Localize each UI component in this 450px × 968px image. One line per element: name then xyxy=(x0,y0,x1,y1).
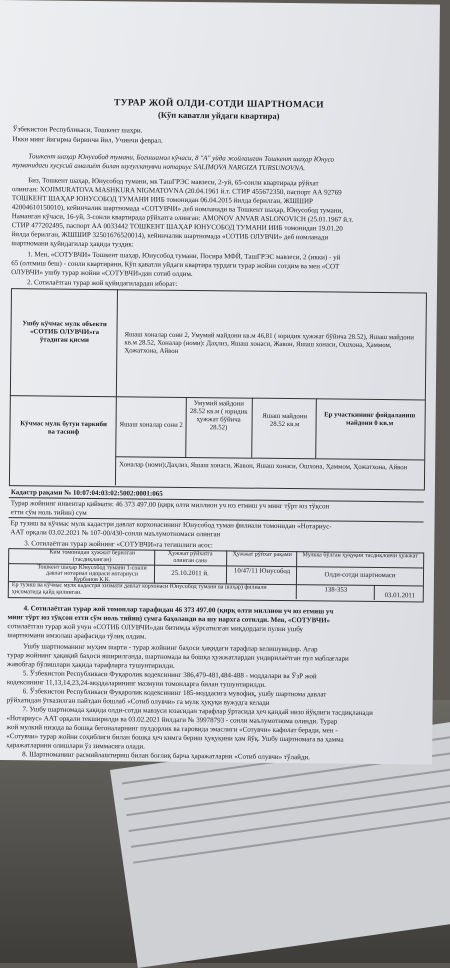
notary-line: Тошкент шаҳар Юнусобод тумани, Богишамол кўчаси, 8 "А" уйда жойлашган Тошкент шаҳар Юнусо xyxy=(28,152,335,164)
clause-7: жой мулкий низода ва бошқа бегоналарнинг пулдорлик ва гаровида эмаслиги «Сотувчи» кафолат беради, мен - xyxy=(6,723,338,735)
col-right-doc: Мулкка бўлган ҳуқуқни тасдиқловчи ҳужжат xyxy=(302,552,418,560)
clause-4: шартномани имзолаш арафасида тўлиқ олдим. xyxy=(7,631,147,641)
col-issuer: Ким томонидан ҳужжат берилган (тасдиқланган) xyxy=(49,549,136,563)
land-area: Ер участкининг фойдаланиш майдони 0 кв.м xyxy=(324,411,416,428)
clause-7: ҳаражатларини олишлари ўз зиммасига олади. xyxy=(6,741,145,751)
clause-7: 7. Ушбу шартномада ҳақида олди-сотди мавзуси юзасидан тарафлар ўртасида ҳеч қандай низо йўқлиги тасдиқланади xyxy=(22,705,373,717)
intro-line: Биз, Тошкент шаҳар, Юнусобод тумани, мк ТашГРЭС мавзеси, 2-уй, 65-сонли квартирада рўйхат xyxy=(28,176,319,188)
rooms-names: Хоналар (номи):Даҳлиз, Яшаш хонаси, Жавон, Яшаш хонаси, Ошхона, Ҳаммом, Ҳожатхона, Айвон xyxy=(119,461,408,472)
notary-line: туманидаги хусусий амалиёт билан шуғулланувчи нотариус SALIMOVA NARGIZA TURSUNOVNA. xyxy=(12,161,306,173)
clause-4: минг тўрт юз тўқсон етти сўм ноль тийин) сумга баҳоланди ва шу нархга сотилди. Мен, «СОТУВЧИ» xyxy=(7,613,331,625)
date: Икки минг йигирма биринчи йил, Учинчи феврал. xyxy=(12,135,163,145)
clause-7: «Сотувчи» турар жойни соҳиблиги билан бошқа ҳеч кимга бериш ҳуқуқини ҳам йўқ. Ушбу шартномага ва ҳамма xyxy=(6,732,344,744)
intro-line: 42004610150010), кейинчалик шартномада «СОТУВЧИ» деб номланади ва Тошкент шаҳар, Юнусобод тумани, xyxy=(11,203,344,215)
intro-line: йилда берилган, ЖШШИР 32501676520014), кейинчалик шартномада «СОТИБ ОЛУВЧИ» деб номланади xyxy=(11,230,329,242)
clause-1: ОЛУВЧИ» ушбу турар жойни «СОТУВЧИ»дан сотиб олдим. xyxy=(11,268,193,279)
clause-4-note: жавобгар бўлишлари ҳақида тарафларга тушунтирилди. xyxy=(7,660,175,670)
place: Ўзбекистон Республикаси, Тошкент шаҳри. xyxy=(12,125,143,135)
inventory-value: Турар жойнинг инвентар қиймати: 46 373 497.00 (қирқ олти миллион уч юз етмиш уч минг тўрт юз тўқсон xyxy=(10,499,330,511)
intro-line: олинган: XOJIMURATOVA MASHKURA NIGMATOVNA (20.04.1961 й.т. СТИР 455672350, паспорт АА 92769 xyxy=(11,185,342,197)
col-reg-date: Ҳужжат рўйхатга олинган сана xyxy=(167,550,213,564)
clause-5: кодексининг 11,13,14,23,24-моддаларининг мазмуни томонларга билан тушунтирилди. xyxy=(6,678,266,689)
intro-line: Наманган кўчаси, 16-уй, 3-сонли квартирада рўйхатга олинган: AMONOV ANVAR ASLONOVICH (25.01.1967 й.т. xyxy=(11,212,354,224)
clause-1: 65 (олтмиш беш) - сонли квартирани, Кўп қаватли уйдаги квартира турдаги турар жойни сотдим ва мен «СОТ xyxy=(11,259,340,271)
clause-1: 1. Мен, «СОТУВЧИ» Тошкент шаҳар, Юнусобод тумани, Посира МФЙ, ТашГРЭС мавзеси, 2 (икки) - уй xyxy=(27,250,341,262)
property-table xyxy=(9,288,427,490)
inventory-value: етти сўм ноль тийин) сум xyxy=(10,508,87,517)
intro-line: шартномани қуйидагилар ҳақида туздик: xyxy=(11,239,134,249)
reg-number-cell: 10/47/11 Юнусобод xyxy=(233,567,291,576)
rooms-count: Яшаш хоналар сони 2 xyxy=(119,421,183,429)
clause-3: 3. Сотилаётган турар жойнинг «СОТУВЧИ»га тегишлиги асос: xyxy=(24,539,213,550)
clause-4-note: Ушбу шартноманинг муҳим шарти - турар жойнинг баҳоси ҳақидаги тарафлар келишувидир. Агар xyxy=(23,642,318,654)
issuer-cell: Тошкент шаҳар Юнусобод тумани 1-сонли давлат нотариал идораси нотариуси Курбанов К.К. xyxy=(37,564,147,584)
registry-date: 03.01.2011 xyxy=(384,592,415,600)
clause-6: 6. Ўзбекистон Республикаси Фуқаролик кодексининг 185-моддасига мувофиқ, ушбу шартнома давлат xyxy=(22,687,327,699)
living-rooms-summary: Яшаш хоналар сони 2, Умумий майдони кв.м 46,81 ( юридик ҳужжат бўйича 28.52), Яшаш майдони кв.м 28.52, Хоналар (номи): Даҳлиз, Яшаш хонаси, Жавон, Яшаш хонаси, Ошхона, Ҳаммом, Ҳожатхона, Айвон xyxy=(124,331,414,355)
object-label: Ушбу кўчмас мулк объекти «СОТИБ ОЛУВЧИ»га ўтадиган қисми xyxy=(22,320,107,344)
doc-title: ТУРАР ЖОЙ ОЛДИ-СОТДИ ШАРТНОМАСИ xyxy=(113,98,324,111)
clause-6: рўйхатидан ўтказилган пайтдан бошлаб «Сотиб олувчи» га мулк ҳуқуқи вужудга келади xyxy=(6,696,270,707)
composition-label: Кўчмас мулк бутун таркиби ва тасниф xyxy=(20,420,107,436)
clause-2: 2. Сотилаётган турар жой қуйидагилардан иборат: xyxy=(27,278,178,288)
intro-line: ТОШКЕНТ ШАҲАР ЮНУСОБОД ТУМАНИ ИИБ томонидан 06.04.2015 йилда берилган, ЖШШИР xyxy=(11,194,313,206)
clause-4: сотилаётган турар жой учун «СОТИБ ОЛУВЧИ»дан битимда кўрсатилган миқдордаги пулни ушбу xyxy=(7,622,304,634)
cadastre-certificate: ААТ орқали 03.02.2021 № 107-00/430-сонли маълумотномаси олинган xyxy=(10,528,221,539)
right-doc-cell: Олди-сотди шартномаси xyxy=(324,571,396,580)
col-reg-number: Ҳужжат рўйхат рақами xyxy=(232,551,292,559)
registration-note: Ер тузиш ва кўчмас мулк кадастри хизмати давлат корхонаси Юнусобод тумани ва шаҳар) филиали ҳисоматида қайд қилинган. xyxy=(11,582,267,596)
reg-date-cell: 25.10.2011 й. xyxy=(171,569,209,578)
cadastre-number: Кадастр рақами № 10:07:04:03:02:5002:0001:065 xyxy=(10,488,163,498)
registry-book: 138-353 xyxy=(324,586,348,594)
clause-7: «Нотариус» ААТ орқали текширилди ва 03.02.2021 йилдаги № 39978793 - сонли маълумотнома олинди. Турар xyxy=(6,714,338,726)
clause-4: 4. Сотилаётган турар жой томонлар тарафидан 46 373 497.00 (қирқ олти миллион уч юз етмиш уч xyxy=(23,604,334,616)
intro-line: СТИР 477202495, паспорт АА 0033442 ТОШКЕНТ ШАҲАР ЮНУСОБОД ТУМАНИ ИИБ томонидан 19.01.20 xyxy=(11,221,343,233)
clause-4-note: турар жойнинг ҳақиқий баҳоси яширилганда, шартномада ва бошқа ҳужжатлардан ундирилаётган пул маблағлари xyxy=(7,651,349,663)
doc-subtitle: (Кўп каватли уйдаги квартира) xyxy=(158,109,280,121)
clause-8: 8. Шартноманинг расмийлаштириш билан боғлиқ барча ҳаражатларни «Сотиб олувчи» тўлайди. xyxy=(22,750,310,762)
cadastre-certificate: Ер тузиш ва кўчмас мулк кадастри давлат корхонасининг Юнусобод туман филиали томонидан «Нотариус- xyxy=(10,519,332,531)
living-area: Яшаш майдони 28.52 кв.м xyxy=(262,412,308,429)
total-area: Умумий майдони 28.52 кв.м ( юридик ҳужжат бўйича 28.52) xyxy=(189,400,248,432)
clause-5: 5. Ўзбекистон Республикаси Фуқаролик кодексининг 386,479-481,484-488 - моддалари ва ЎзР жой xyxy=(22,669,317,681)
